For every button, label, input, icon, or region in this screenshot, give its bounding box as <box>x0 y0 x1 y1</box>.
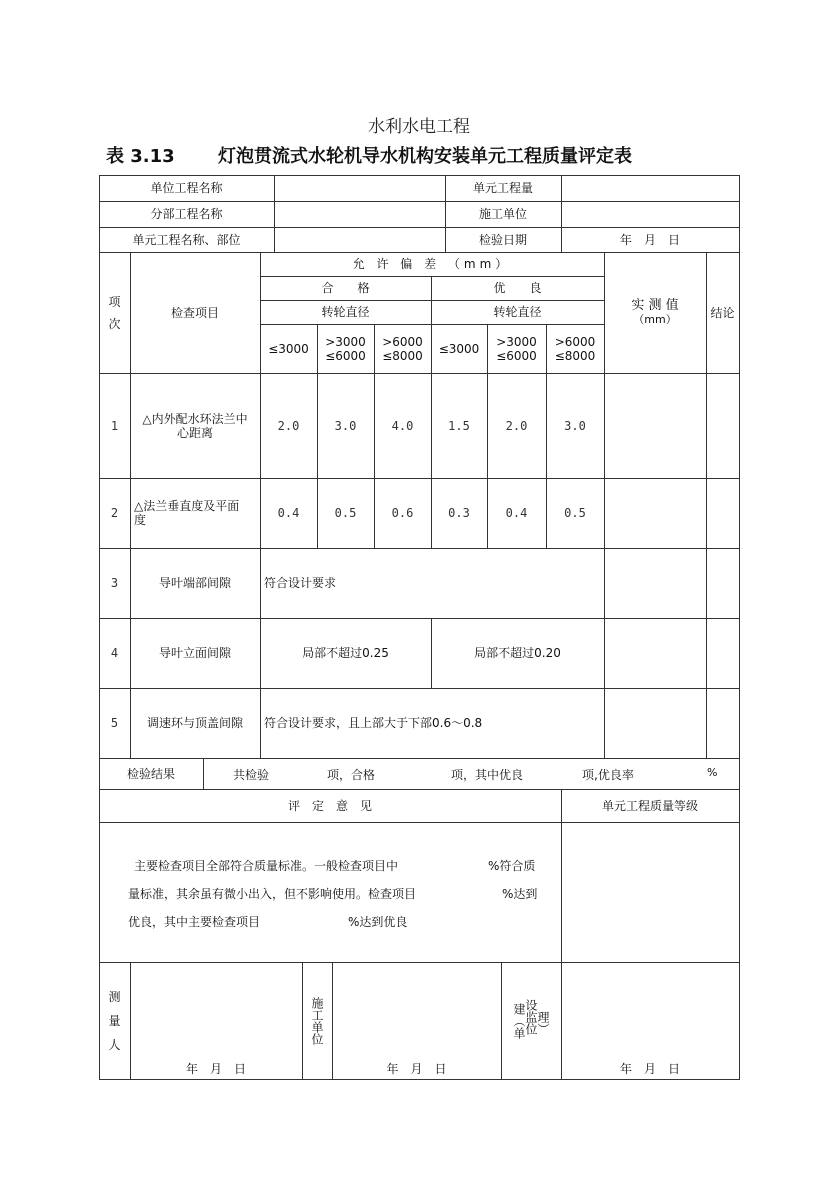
inspection-date-label: 检验日期 <box>478 232 527 247</box>
unit-quantity-field[interactable] <box>561 175 739 201</box>
table-number: 表 3.13 <box>106 146 175 167</box>
row-2-measured-field[interactable] <box>604 478 706 548</box>
range-header <box>487 324 546 373</box>
row-2-qualified-3: 0.6 <box>391 506 414 520</box>
surveyor-label <box>99 962 130 1079</box>
range-line: >3000 <box>496 334 537 349</box>
row-1-qualified-2: 3.0 <box>334 418 357 433</box>
result-excellent: 项，其中优良 <box>451 768 524 782</box>
row-4-qualified: 局部不超过0.25 <box>302 646 389 660</box>
quality-grade-field[interactable] <box>561 822 739 962</box>
row-1-excellent-1: 1.5 <box>448 418 470 433</box>
surveyor-char: 量 <box>108 1013 121 1028</box>
unit-project-name-field[interactable] <box>274 175 445 201</box>
range-line: ≤8000 <box>554 348 596 363</box>
range-line: ≤3000 <box>268 341 309 356</box>
range-line: ≤8000 <box>382 348 423 363</box>
row-2-item-line: △法兰垂直度及平面 <box>134 499 240 513</box>
contractor-label-text: 施工单位 <box>310 996 324 1045</box>
row-1-item-line: △内外配水环法兰中 <box>142 411 248 426</box>
row-4-measured-field[interactable] <box>604 618 706 688</box>
owner-label <box>501 962 561 1079</box>
range-header <box>260 324 317 373</box>
row-5-item: 调速环与顶盖间隙 <box>146 716 243 730</box>
assessment-line-1: 主要检查项目全部符合质量标准。一般检查项目中 <box>134 859 399 873</box>
row-5-conclusion-field[interactable] <box>706 688 739 758</box>
excellent-runner-diameter: 转轮直径 <box>493 305 542 319</box>
row-1-excellent-2: 2.0 <box>505 418 528 433</box>
row-2-item-line: 度 <box>134 513 147 527</box>
row-4-item: 导叶立面间隙 <box>158 646 231 660</box>
range-line: >3000 <box>325 334 366 349</box>
measured-unit: （mm） <box>633 312 677 326</box>
measured-label: 实 测 值 <box>631 297 679 313</box>
range-header <box>374 324 431 373</box>
contractor-date: 年 月 日 <box>386 1062 447 1076</box>
assessment-line-2-tail: %达到 <box>502 887 538 901</box>
result-total: 共检验 <box>233 768 270 782</box>
row-2-conclusion-field[interactable] <box>706 478 739 548</box>
row-3-conclusion-field[interactable] <box>706 548 739 618</box>
row-5-no: 5 <box>110 716 119 730</box>
row-2-item <box>130 478 260 548</box>
range-header <box>317 324 374 373</box>
qualified-header: 合 格 <box>321 281 370 295</box>
row-2-qualified-1: 0.4 <box>277 506 300 520</box>
conclusion-header: 结论 <box>710 305 735 320</box>
row-1-measured-field[interactable] <box>604 373 706 478</box>
measured-header <box>604 252 706 373</box>
sub-project-name-label: 分部工程名称 <box>150 207 223 221</box>
range-line: ≤6000 <box>325 348 366 363</box>
excellent-header: 优 良 <box>493 281 542 295</box>
unit-quantity-label: 单元工程量 <box>472 181 533 195</box>
row-1-conclusion-field[interactable] <box>706 373 739 478</box>
row-1-excellent-3: 3.0 <box>564 418 586 433</box>
owner-label-col-3: 理） <box>536 1010 550 1035</box>
surveyor-char: 人 <box>108 1037 121 1052</box>
row-3-no: 3 <box>110 576 119 590</box>
range-header <box>546 324 604 373</box>
row-3-requirement: 符合设计要求 <box>264 576 337 590</box>
range-line: ≤3000 <box>438 341 480 356</box>
row-1-qualified-3: 4.0 <box>391 418 414 433</box>
surveyor-char: 测 <box>108 989 121 1004</box>
row-3-item: 导叶端部间隙 <box>158 576 231 590</box>
row-1-qualified-1: 2.0 <box>277 418 300 433</box>
row-2-qualified-2: 0.5 <box>334 506 357 520</box>
surveyor-date: 年 月 日 <box>185 1062 246 1076</box>
assessment-line-2: 量标准，其余虽有微小出入，但不影响使用。检查项目 <box>128 887 417 901</box>
row-1-no: 1 <box>110 418 119 433</box>
row-2-no: 2 <box>110 506 119 520</box>
row-1-item-line: 心距离 <box>176 425 213 440</box>
row-5-requirement: 符合设计要求，且上部大于下部0.6～0.8 <box>264 716 483 730</box>
result-rate: 项,优良率 <box>582 768 634 782</box>
assessment-header: 评 定 意 见 <box>287 798 372 813</box>
check-item-header: 检查项目 <box>170 305 219 320</box>
row-2-excellent-1: 0.3 <box>448 506 470 520</box>
sub-project-name-field[interactable] <box>274 201 445 227</box>
qualified-runner-diameter: 转轮直径 <box>321 305 370 319</box>
range-line: >6000 <box>382 334 423 349</box>
owner-label-col-2: 设监位 <box>524 998 538 1035</box>
row-4-conclusion-field[interactable] <box>706 618 739 688</box>
element-name-field[interactable] <box>274 227 445 252</box>
item-no-header <box>99 252 130 373</box>
construction-unit-label: 施工单位 <box>478 207 527 221</box>
row-4-no: 4 <box>110 646 119 660</box>
contractor-label <box>302 962 332 1079</box>
row-3-measured-field[interactable] <box>604 548 706 618</box>
row-2-excellent-2: 0.4 <box>505 506 528 520</box>
item-no-char: 项 <box>108 294 121 309</box>
result-qualified: 项，合格 <box>327 768 376 782</box>
item-no-char: 次 <box>108 316 121 331</box>
range-header <box>431 324 487 373</box>
assessment-line-3: 优良，其中主要检查项目 <box>128 915 261 929</box>
result-percent: % <box>707 766 718 779</box>
page-title: 灯泡贯流式水轮机导水机构安装单元工程质量评定表 <box>218 146 632 167</box>
assessment-line-3-tail: %达到优良 <box>348 915 408 929</box>
result-label: 检验结果 <box>126 766 175 781</box>
owner-date: 年 月 日 <box>619 1062 680 1076</box>
range-line: ≤6000 <box>496 348 537 363</box>
unit-project-name-label: 单位工程名称 <box>150 181 223 195</box>
owner-label-col-1: 建（单 <box>512 1002 526 1039</box>
tolerance-header: 允 许 偏 差 （mm） <box>352 257 512 271</box>
element-name-label: 单元工程名称、部位 <box>132 232 241 247</box>
row-2-excellent-3: 0.5 <box>564 506 586 520</box>
construction-unit-field[interactable] <box>561 201 739 227</box>
row-4-excellent: 局部不超过0.20 <box>474 646 561 660</box>
inspection-date-field[interactable]: 年 月 日 <box>619 232 680 247</box>
range-line: >6000 <box>554 334 596 349</box>
assessment-line-1-tail: %符合质 <box>488 859 536 873</box>
quality-grade-header: 单元工程质量等级 <box>601 798 698 813</box>
category-title: 水利水电工程 <box>368 117 470 137</box>
row-5-measured-field[interactable] <box>604 688 706 758</box>
row-1-item <box>130 373 260 478</box>
